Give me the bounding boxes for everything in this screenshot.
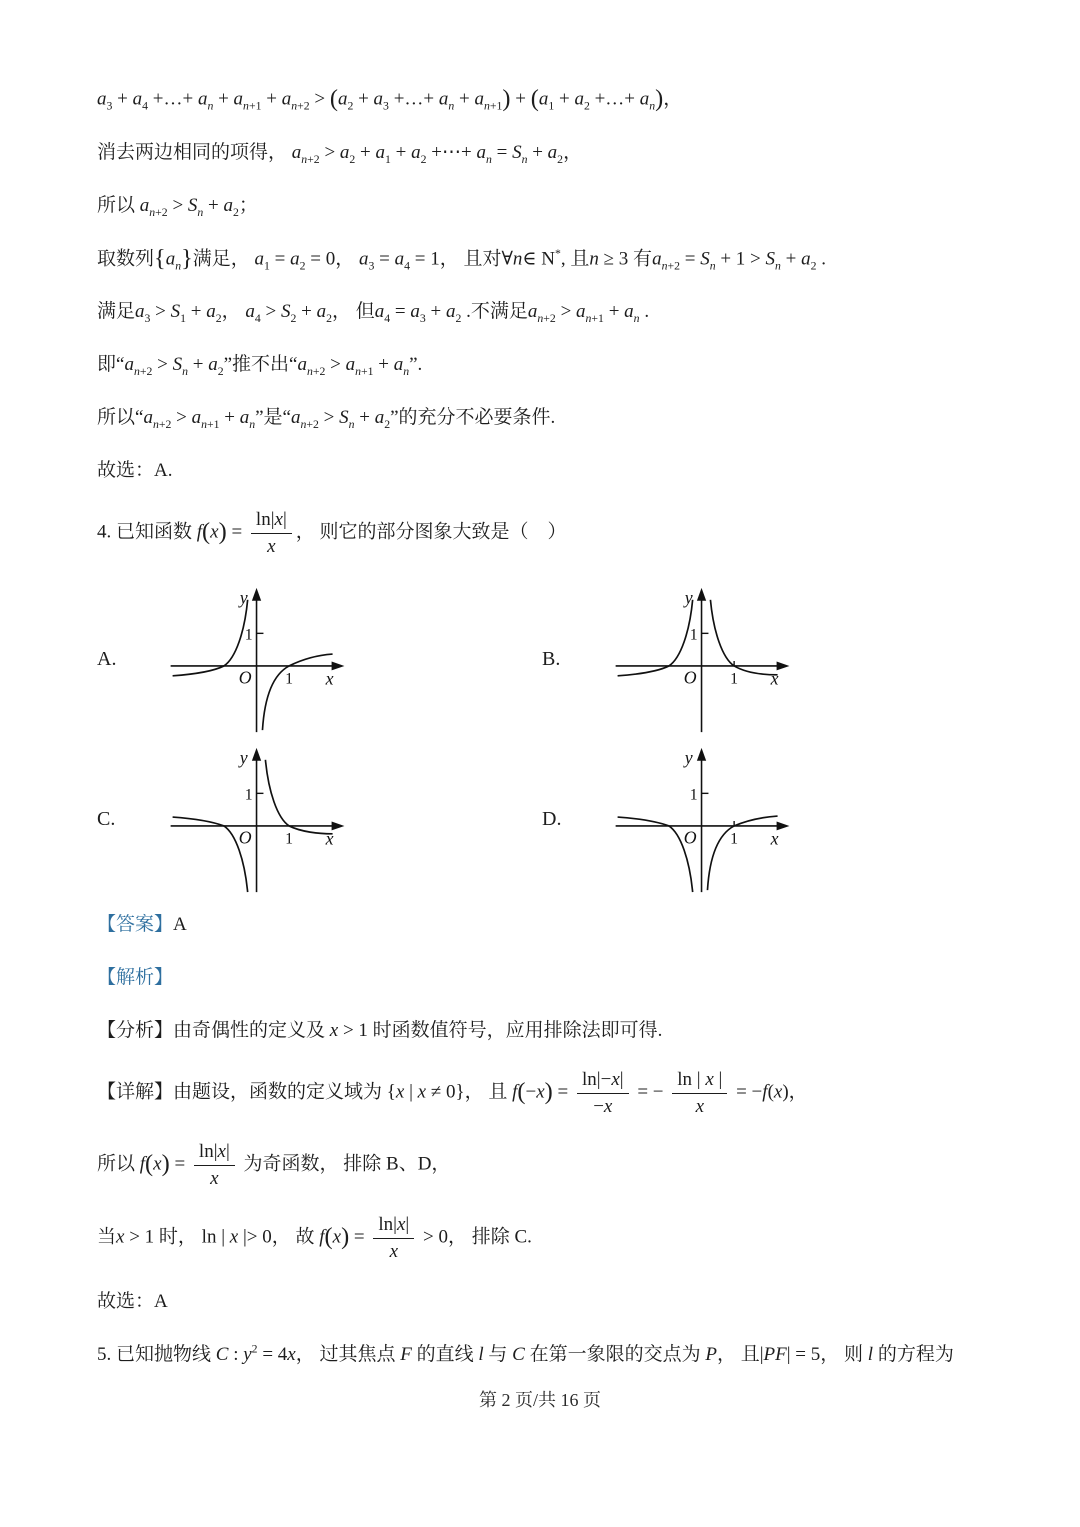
x-tick-label: 1	[285, 830, 294, 848]
x-axis-label: x	[325, 828, 334, 849]
proof-line-7: 所以“$a_{n+2} > a_{n+1} + a_n$”是“$a_{n+2} > S_n + a_2$”的充分不必要条件.	[97, 407, 556, 431]
proof-line-4: 取数列$\{a_n\}$满足， $a_1 = a_2 = 0$， $a_3 = a_4 = 1$， 且对∀n∈ N*, 且n ≥ 3 有$a_{n+2} = S_n + 1 > S_n + a_2$ .	[97, 244, 827, 272]
detailed-solution: 【详解】由题设，函数的定义域为 {x | x ≠ 0}， 且 f(−x) = $\frac{\ln|-x|}{-x}$ = − $\frac{\ln | x |}{x}$ = −f(x)，	[97, 1068, 808, 1117]
page-number: 第 2 页/共 16 页	[478, 1390, 601, 1410]
option-b-label: B.	[542, 647, 561, 670]
y-axis-arrow	[697, 748, 706, 761]
answer-line	[97, 910, 984, 939]
option-d-graph	[602, 742, 807, 900]
y-axis-arrow	[252, 748, 261, 761]
proof-line-3: 所以 $a_{n+2} > S_n + a_2$；	[97, 194, 258, 219]
option-b-graph	[602, 582, 807, 740]
answer-label: 【答案】	[97, 913, 174, 935]
proof-line-6: 即“$a_{n+2} > S_n + a_2$”推不出“$a_{n+2} > a_{n+1} + a_n$”.	[97, 354, 423, 378]
y-tick-label: 1	[244, 786, 253, 804]
analysis-label: 【解析】	[97, 966, 174, 988]
x-tick-label: 1	[285, 670, 294, 688]
proof-line-5: 满足$a_3 > S_1 + a_2$， $a_4 > S_2 + a_2$， 但$a_4 = a_3 + a_2$ .不满足$a_{n+2} > a_{n+1} + a_n$ .	[97, 301, 650, 325]
y-axis-label: y	[684, 747, 693, 768]
odd-function-line: 所以 f(x) = $\frac{\ln|x|}{x}$ 为奇函数， 排除 B、D，	[97, 1141, 451, 1190]
question5-stem: 5. 已知抛物线 C : $y^2 = 4x$， 过其焦点 F 的直线 l 与 C 在第一象限的交点为 P， 且|PF| = 5， 则 l 的方程为	[97, 1342, 954, 1365]
x-tick-label: 1	[730, 830, 739, 848]
option-a-label: A.	[97, 647, 117, 670]
analysis-summary: 【分析】由奇偶性的定义及 x > 1 时函数值符号，应用排除法即可得.	[97, 1019, 663, 1041]
origin-label: O	[683, 827, 697, 848]
option-d	[542, 742, 987, 900]
y-axis-label: y	[239, 587, 248, 608]
curve-right-branch	[707, 816, 777, 890]
curve-left-branch	[618, 817, 693, 892]
x-tick-label: 1	[730, 670, 739, 688]
curve-right-branch	[265, 760, 332, 834]
proof-line-1: $a_3 + a_4$ +…+ $a_n + a_{n+1} + a_{n+2} > (a_2 + a_3$ +…+ $a_n + a_{n+1}) + (a_1 + a_2$ +…+ $a_n$)，	[97, 85, 683, 113]
y-axis-arrow	[252, 588, 261, 601]
x-axis-label: x	[770, 668, 779, 689]
proof-line-2: 消去两边相同的项得， $a_{n+2} > a_2 + a_1 + a_2$ +⋯+ $a_n = S_n + a_2$，	[97, 141, 583, 166]
curve-right-branch	[710, 600, 777, 675]
answer-choice-q4: 故选：A	[97, 1290, 168, 1312]
option-c-graph	[157, 742, 362, 900]
question4-options	[97, 582, 984, 900]
answer-value: A	[173, 913, 187, 935]
question4-stem: 4. 已知函数 f(x) = $\frac{\ln|x|}{x}$ ， 则它的部分图象大致是（ ）	[97, 509, 567, 557]
x-axis-label: x	[325, 668, 334, 689]
y-axis-label: y	[684, 587, 693, 608]
origin-label: O	[683, 667, 697, 688]
y-tick-label: 1	[244, 626, 253, 644]
analysis-header	[97, 963, 984, 992]
option-a-graph	[157, 582, 362, 740]
answer-choice-q3: 故选：A.	[97, 460, 173, 482]
curve-left-branch	[173, 817, 248, 892]
option-a	[97, 582, 542, 740]
x-axis-label: x	[770, 828, 779, 849]
option-b	[542, 582, 987, 740]
option-d-label: D.	[542, 807, 562, 830]
origin-label: O	[238, 827, 252, 848]
y-tick-label: 1	[689, 626, 698, 644]
y-axis-label: y	[239, 747, 248, 768]
option-c-label: C.	[97, 807, 116, 830]
y-axis-arrow	[697, 588, 706, 601]
curve-left-branch	[618, 600, 693, 676]
origin-label: O	[238, 667, 252, 688]
curve-left-branch	[173, 600, 248, 676]
option-c	[97, 742, 542, 900]
x-greater-1-line: 当x > 1 时， ln | x |> 0， 故 f(x) = $\frac{\ln|x|}{x}$ > 0， 排除 C.	[97, 1214, 532, 1262]
y-tick-label: 1	[689, 786, 698, 804]
